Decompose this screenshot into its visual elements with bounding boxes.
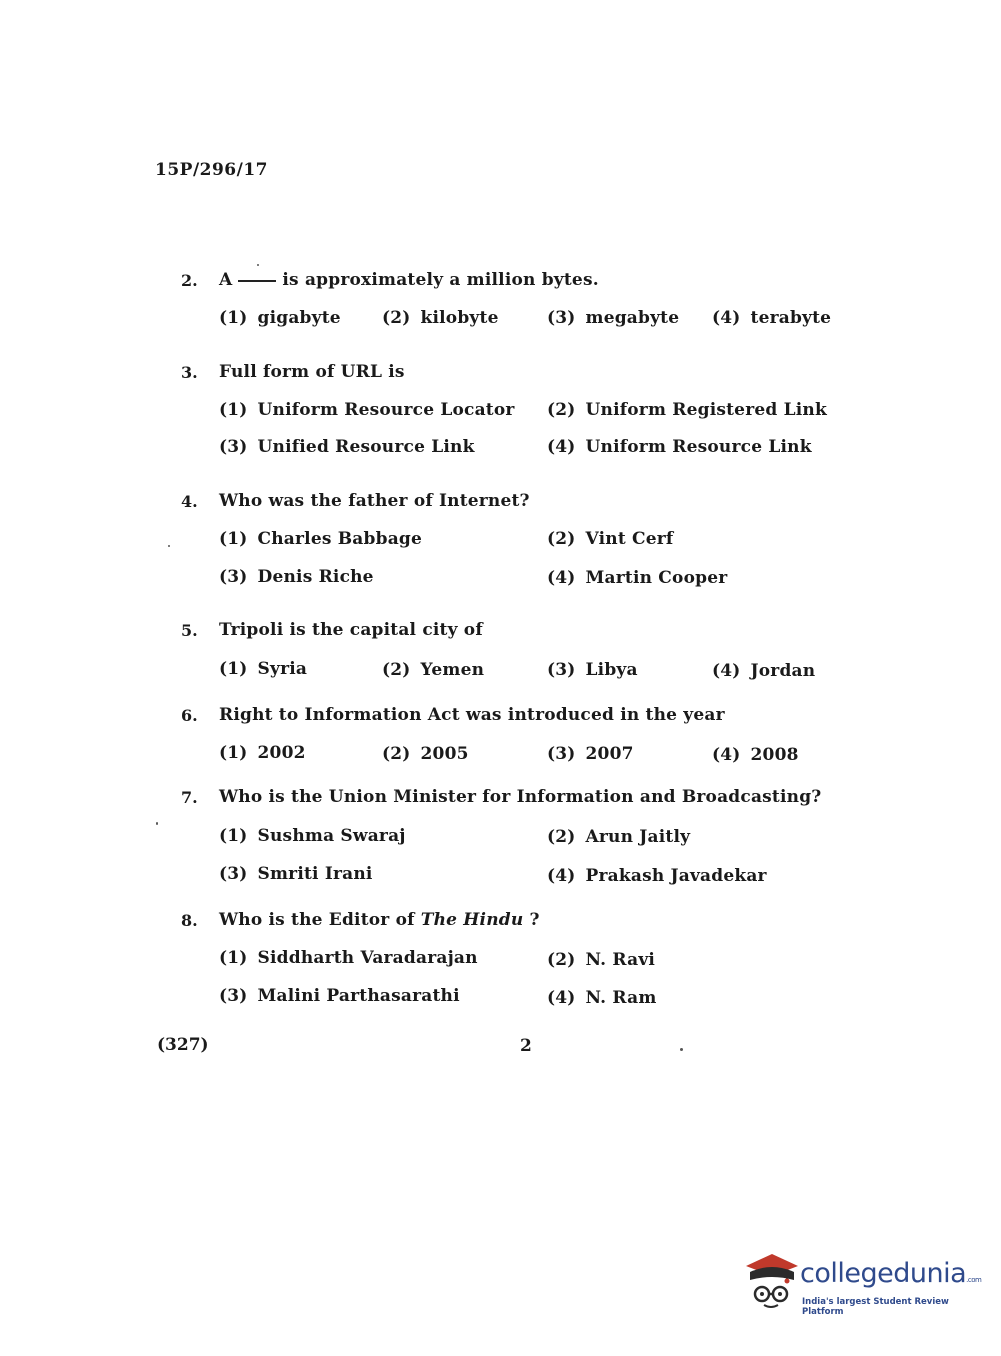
question-text: Full form of URL is [219,362,405,382]
option-2: (2) Uniform Registered Link [547,400,827,420]
option-1: (1) Charles Babbage [219,529,423,549]
paper-code: 15P/296/17 [155,160,269,180]
scan-speck [168,545,170,547]
option-3: (3) megabyte [547,308,680,328]
option-3: (3) Libya [547,660,638,680]
scan-speck [680,1048,683,1051]
option-3: (3) Denis Riche [219,567,374,587]
option-1: (1) Siddharth Varadarajan [219,948,478,968]
option-1: (1) gigabyte [219,308,341,328]
question-number: 2. [181,271,198,290]
option-3: (3) Unified Resource Link [219,437,475,457]
option-2: (2) 2005 [382,744,469,764]
option-1: (1) Sushma Swaraj [219,826,406,846]
option-1: (1) Uniform Resource Locator [219,400,515,420]
option-4: (4) N. Ram [547,988,657,1008]
brand-name: collegedunia.com [800,1258,982,1289]
option-2: (2) Vint Cerf [547,529,674,549]
brand-tagline: India's largest Student Review Platform [802,1297,949,1317]
option-4: (4) Uniform Resource Link [547,437,812,457]
question-number: 4. [181,492,198,511]
question-text: A is approximately a million bytes. [219,270,599,290]
option-4: (4) terabyte [712,308,832,328]
option-2: (2) Yemen [382,660,485,680]
answer-blank [238,280,276,282]
page-number: 2 [520,1036,532,1056]
scan-speck [257,264,259,266]
option-4: (4) Jordan [712,661,816,681]
question-text: Who is the Union Minister for Information and Broadcasting? [219,787,822,807]
question-number: 5. [181,621,198,640]
question-text: Right to Information Act was introduced in the year [219,705,725,725]
option-3: (3) Malini Parthasarathi [219,986,460,1006]
option-4: (4) Prakash Javadekar [547,866,767,886]
newspaper-title: The Hindu [420,910,524,930]
scan-speck [156,822,158,825]
question-text: Who is the Editor of The Hindu ? [219,910,540,930]
question-text: Tripoli is the capital city of [219,620,483,640]
footer-code: (327) [157,1035,209,1055]
collegedunia-logo [742,1250,982,1320]
option-1: (1) Syria [219,659,308,679]
question-number: 6. [181,706,198,725]
option-3: (3) 2007 [547,744,634,764]
mascot-icon [742,1250,800,1312]
option-1: (1) 2002 [219,743,306,763]
option-3: (3) Smriti Irani [219,864,373,884]
question-text: Who was the father of Internet? [219,491,530,511]
question-number: 8. [181,911,198,930]
question-number: 7. [181,788,198,807]
option-2: (2) Arun Jaitly [547,827,691,847]
option-4: (4) 2008 [712,745,799,765]
question-number: 3. [181,363,198,382]
option-4: (4) Martin Cooper [547,568,728,588]
option-2: (2) N. Ravi [547,950,656,970]
option-2: (2) kilobyte [382,308,499,328]
